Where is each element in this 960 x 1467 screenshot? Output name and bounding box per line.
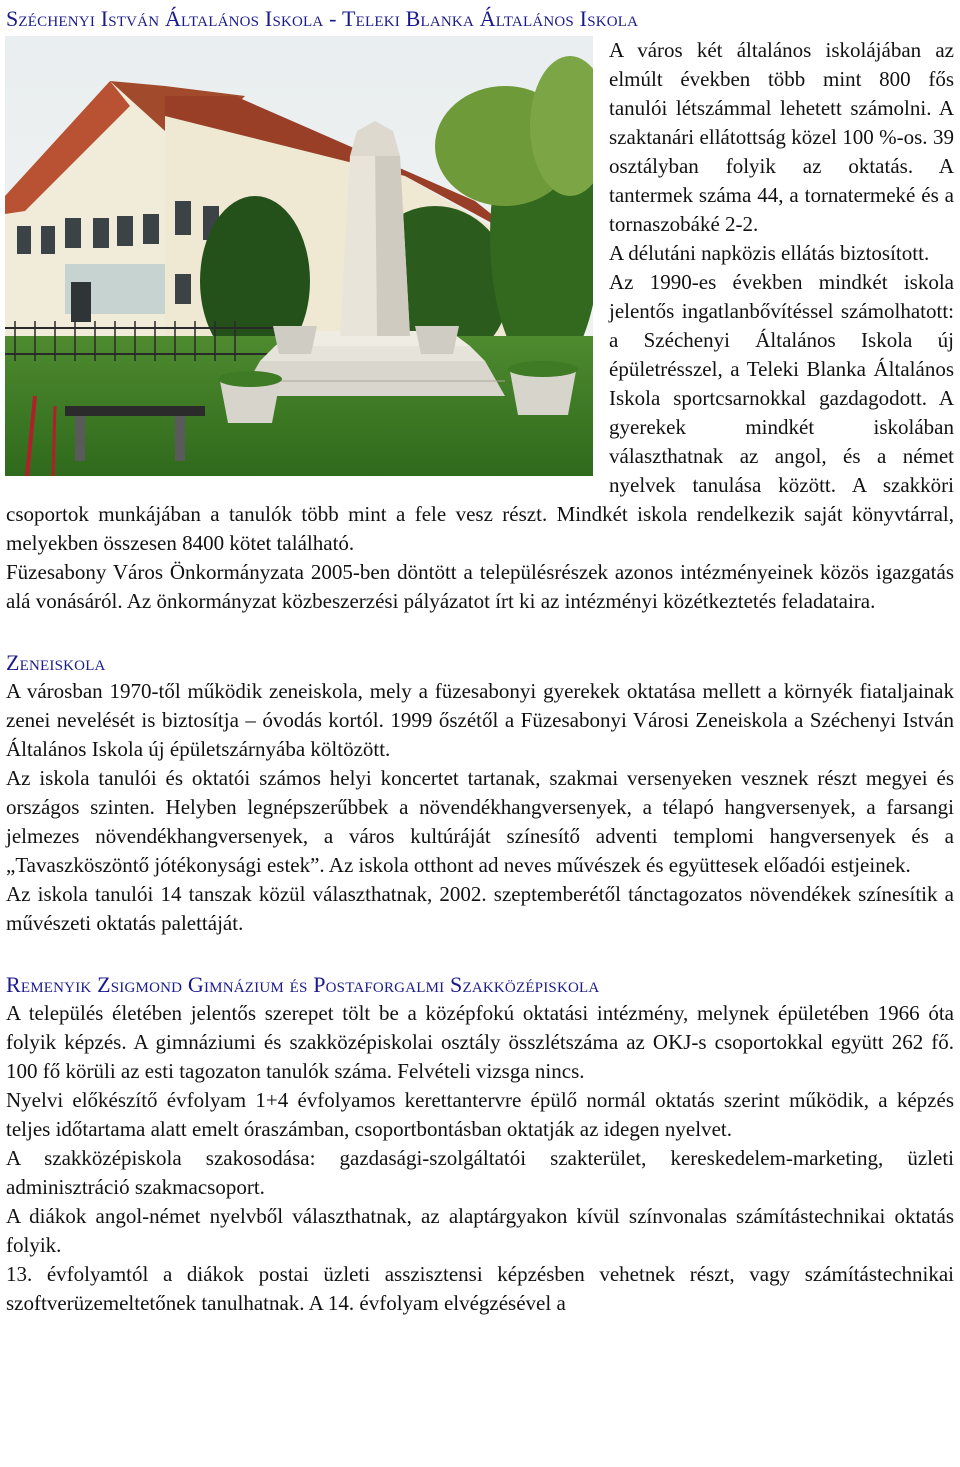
music-paragraph-2: Az iskola tanulói és oktatói számos helyi koncertet tartanak, szakmai versenyeken vesznek részt megyei és országos szinten. Helyben legnépszerűbbek a növendékhangversenyek, a télapó hangversenyek, a farsangi jelmezes növendékhangversenyek, a város kultúráját színesítő adventi templomi hangversenyek és a „Tavaszköszöntő jótékonysági estek”. Az iskola otthont ad neves művészek és együttesek előadói estjeinek. bbox=[6, 766, 954, 877]
section-title-music-school: Zeneiskola bbox=[6, 650, 106, 675]
section-title-schools: Széchenyi István Általános Iskola - Teleki Blanka Általános Iskola bbox=[6, 6, 639, 31]
schools-paragraph-3: Az 1990-es években mindkét iskola jelentős ingatlanbővítéssel számolhatott: a Széchenyi Általános Iskola új épületrésszel, a Teleki Blanka Általános Iskola sportcsarnokkal gazdagodott. A gyerekek mindkét iskolában választhatnak az angol, és a német nyelvek tanulása között. A szakköri csoportok munkájában a tanulók több mint a fele vesz részt. Mindkét iskola rendelkezik saját könyvtárral, melyekben összesen 8400 kötet található. bbox=[6, 270, 954, 555]
music-paragraph-1: A városban 1970-től működik zeneiskola, mely a füzesabonyi gyerekek oktatása mellett a környék fiataljainak zenei nevelését is biztosítja – óvodás kortól. 1999 őszétől a Füzesabonyi Városi Zeneiskola a Széchenyi István Általános Iskola új épületszárnyába költözött. bbox=[6, 679, 954, 761]
high-school-paragraph-2: Nyelvi előkészítő évfolyam 1+4 évfolyamos kerettantervre épülő normál oktatás szerint működik, a képzés teljes időtartama alatt emelt óraszámban, csoportbontásban oktatják az idegen nyelvet. bbox=[6, 1088, 954, 1141]
high-school-paragraph-1: A település életében jelentős szerepet tölt be a középfokú oktatási intézmény, melynek épületében 1966 óta folyik képzés. A gimnáziumi és szakközépiskolai osztály összlétszáma az OKJ-s csoportokkal együtt 262 fő. 100 fő körüli az esti tagozaton tanulók száma. Felvételi vizsga nincs. bbox=[6, 1001, 954, 1083]
high-school-paragraph-3: A szakközépiskola szakosodása: gazdasági-szolgáltatói szakterület, kereskedelem-marketing, üzleti adminisztráció szakmacsoport. bbox=[6, 1146, 954, 1199]
high-school-paragraph-5: 13. évfolyamtól a diákok postai üzleti asszisztensi képzésben vehetnek részt, vagy számítástechnikai szoftverüzemeltetőnek tanulhatnak. A 14. évfolyam elvégzésével a bbox=[6, 1262, 954, 1315]
school-building-image bbox=[5, 36, 593, 476]
high-school-paragraph-4: A diákok angol-német nyelvből választhatnak, az alaptárgyakon kívül színvonalas számítástechnikai oktatás folyik. bbox=[6, 1204, 954, 1257]
schools-paragraph-2: A délutáni napközis ellátás biztosított. bbox=[609, 241, 930, 265]
school-photo bbox=[5, 36, 593, 476]
section-music-school bbox=[6, 648, 954, 938]
section-title-high-school: Remenyik Zsigmond Gimnázium és Postaforgalmi Szakközépiskola bbox=[6, 972, 600, 997]
section-high-school bbox=[6, 970, 954, 1318]
section-schools bbox=[6, 0, 954, 616]
schools-paragraph-4: Füzesabony Város Önkormányzata 2005-ben döntött a településrészek azonos intézményeinek közös igazgatás alá vonásáról. Az önkormányzat közbeszerzési pályázatot írt ki az intézményi közétkeztetés feladataira. bbox=[6, 560, 954, 613]
music-paragraph-3: Az iskola tanulói 14 tanszak közül választhatnak, 2002. szeptemberétől tánctagozatos növendékek színesítik a művészeti oktatás palettáját. bbox=[6, 882, 954, 935]
schools-paragraph-1: A város két általános iskolájában az elmúlt években több mint 800 fős tanulói létszámmal lehetett számolni. A szaktanári ellátottság közel 100 %-os. 39 osztályban folyik az oktatás. A tantermek száma 44, a tornatermeké és a tornaszobáké 2-2. bbox=[609, 38, 954, 236]
